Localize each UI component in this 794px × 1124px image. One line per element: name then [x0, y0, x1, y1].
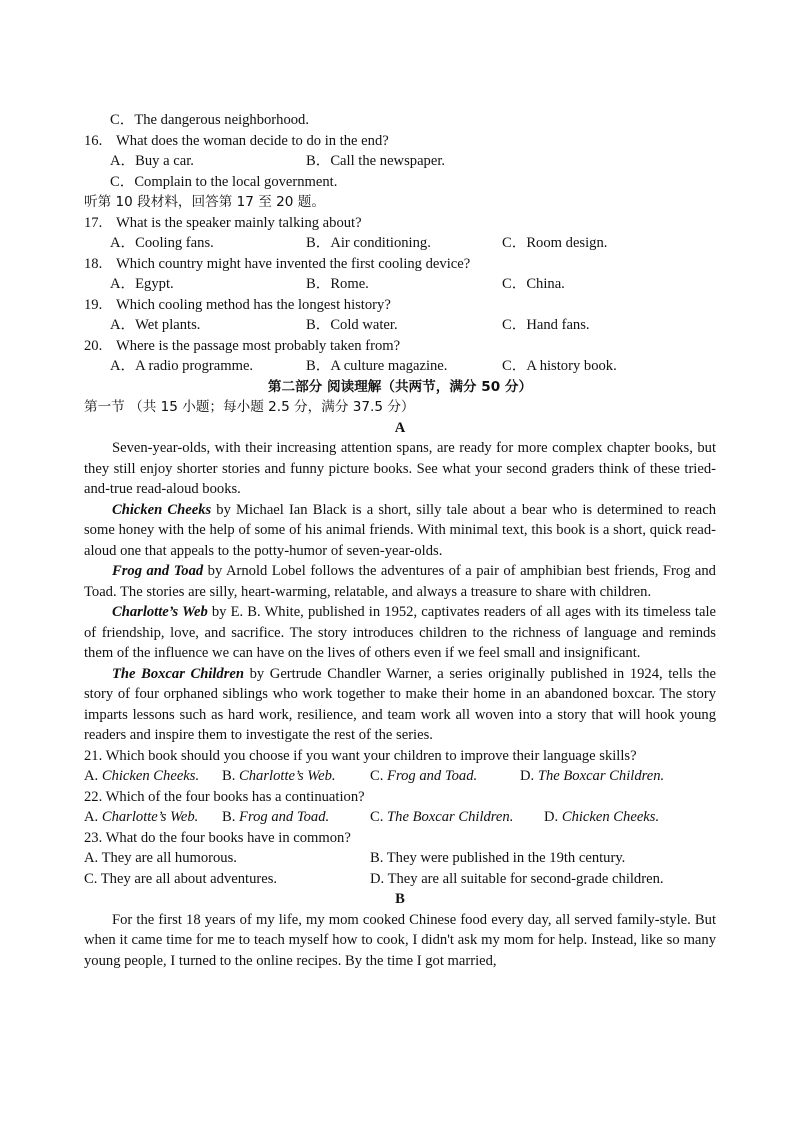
- q16-options-ab: [84, 151, 716, 172]
- q20-options: [84, 356, 716, 377]
- exam-page: [84, 110, 716, 971]
- passage-b-label: B: [395, 891, 405, 907]
- q20-stem: [84, 336, 716, 357]
- q18-text: Which country might have invented the first cooling device?: [116, 255, 471, 272]
- book-paragraph-charlottes-web: [84, 602, 716, 664]
- q18-options: [84, 274, 716, 295]
- book-description: by E. B. White, published in 1952, captivates readers of all ages with its timeless tale of friendship, love, and sacrifice. The story introduces children to the richness of language and reminds them of the influence we can have on the lives of others even if we feel small and insignificant.: [84, 604, 716, 661]
- passage-b-text: For the first 18 years of my life, my mom cooked Chinese food every day, all served family-style. But when it came time for me to teach myself how to cook, I didn't ask my mom for help. Instead, like so many young people, I turned to the online recipes. By the time I got married,: [84, 911, 716, 969]
- q19-option-a: A．Wet plants.: [110, 317, 201, 333]
- q20-option-a: A．A radio programme.: [110, 358, 254, 374]
- book-description: by Gertrude Chandler Warner, a series originally published in 1924, tells the story of four orphaned siblings who work together to make their home in an abandoned boxcar. The story imparts lessons such as hard work, resilience, and team work all woven into a story that will hook young readers and inspire them to investigate the rest of the series.: [84, 665, 716, 743]
- q15-option-c: C．The dangerous neighborhood.: [110, 112, 310, 128]
- q19-options: [84, 315, 716, 336]
- q21-options: [84, 766, 716, 787]
- q19-text: Which cooling method has the longest history?: [116, 296, 391, 313]
- q17-number: 17.: [84, 214, 103, 231]
- book-description: by Michael Ian Black is a short, silly tale about a bear who is determined to reach some honey with the help of some of his animal friends. With minimal text, this book is a short, quick read-aloud one that appeals to the potty-humor of seven-year-olds.: [84, 501, 717, 559]
- q23-stem: 23. What do the four books have in common?: [84, 829, 351, 846]
- q17-option-b: B．Air conditioning.: [306, 235, 431, 251]
- q16-option-b: B．Call the newspaper.: [306, 153, 446, 169]
- book-paragraph-frog-and-toad: [84, 561, 716, 602]
- q18-option-a: A．Egypt.: [110, 276, 174, 292]
- q22-options: [84, 807, 716, 828]
- q16-option-c: C．Complain to the local government.: [110, 173, 338, 190]
- q20-option-b: B．A culture magazine.: [306, 358, 448, 374]
- q19-option-b: B．Cold water.: [306, 317, 398, 333]
- book-paragraph-boxcar-children: [84, 664, 716, 746]
- q19-option-c: C．Hand fans.: [502, 317, 590, 333]
- q23-option-c: C. They are all about adventures.: [84, 870, 278, 887]
- q22-option-b: B. Frog and Toad.: [222, 809, 330, 825]
- q23-option-a: A. They are all humorous.: [84, 850, 237, 866]
- book-title: Chicken Cheeks: [112, 501, 212, 518]
- q18-number: 18.: [84, 255, 103, 272]
- q16-text: What does the woman decide to do in the end?: [116, 132, 389, 149]
- q21-stem: 21. Which book should you choose if you want your children to improve their language skills?: [84, 747, 637, 764]
- listening-section-note: 听第 10 段材料，回答第 17 至 20 题。: [84, 194, 325, 210]
- q20-text: Where is the passage most probably taken from?: [116, 337, 401, 354]
- q18-option-b: B．Rome.: [306, 276, 369, 292]
- q20-number: 20.: [84, 337, 103, 354]
- q22-option-c: C. The Boxcar Children.: [370, 809, 514, 825]
- q22-option-a: A. Charlotte’s Web.: [84, 809, 199, 825]
- q16-stem: [84, 131, 716, 152]
- q18-option-c: C．China.: [502, 276, 565, 292]
- q21-option-d: D. The Boxcar Children.: [520, 768, 665, 784]
- q23-option-b: B. They were published in the 19th century.: [370, 850, 626, 866]
- q22-option-d: D. Chicken Cheeks.: [544, 809, 660, 825]
- book-paragraph-chicken-cheeks: [84, 500, 716, 562]
- q16-option-a: A．Buy a car.: [110, 153, 194, 169]
- q17-text: What is the speaker mainly talking about?: [116, 214, 362, 231]
- q23-options-cd: [84, 869, 716, 890]
- book-title: The Boxcar Children: [112, 665, 245, 682]
- q19-stem: [84, 295, 716, 316]
- q23-option-d: D. They are all suitable for second-grade children.: [370, 870, 664, 887]
- q21-option-b: B. Charlotte’s Web.: [222, 768, 336, 784]
- passage-a-label: A: [394, 419, 406, 436]
- q17-option-c: C．Room design.: [502, 235, 608, 251]
- passage-a-intro: Seven-year-olds, with their increasing attention spans, are ready for more complex chapter books, but they still enjoy shorter stories and funny picture books. See what your second graders think of these tried-and-true read-aloud books.: [84, 440, 716, 497]
- q16-number: 16.: [84, 132, 103, 149]
- q17-options: [84, 233, 716, 254]
- q22-stem: 22. Which of the four books has a continuation?: [84, 788, 365, 805]
- q21-option-c: C. Frog and Toad.: [370, 768, 478, 784]
- book-title: Charlotte’s Web: [112, 604, 208, 620]
- reading-section-title: 第一节 （共 15 小题；每小题 2.5 分，满分 37.5 分）: [84, 399, 415, 415]
- reading-part-title: 第二部分 阅读理解（共两节，满分 50 分）: [267, 378, 533, 395]
- q17-option-a: A．Cooling fans.: [110, 235, 214, 251]
- q18-stem: [84, 254, 716, 275]
- book-description: by Arnold Lobel follows the adventures of a pair of amphibian best friends, Frog and Toad. The stories are silly, heart-warming, relatable, and always a treasure to share with children.: [84, 563, 716, 600]
- q23-options-ab: [84, 848, 716, 869]
- q19-number: 19.: [84, 296, 103, 313]
- book-title: Frog and Toad: [112, 563, 204, 579]
- q21-option-a: A. Chicken Cheeks.: [84, 768, 200, 784]
- q17-stem: [84, 213, 716, 234]
- q20-option-c: C．A history book.: [502, 358, 617, 374]
